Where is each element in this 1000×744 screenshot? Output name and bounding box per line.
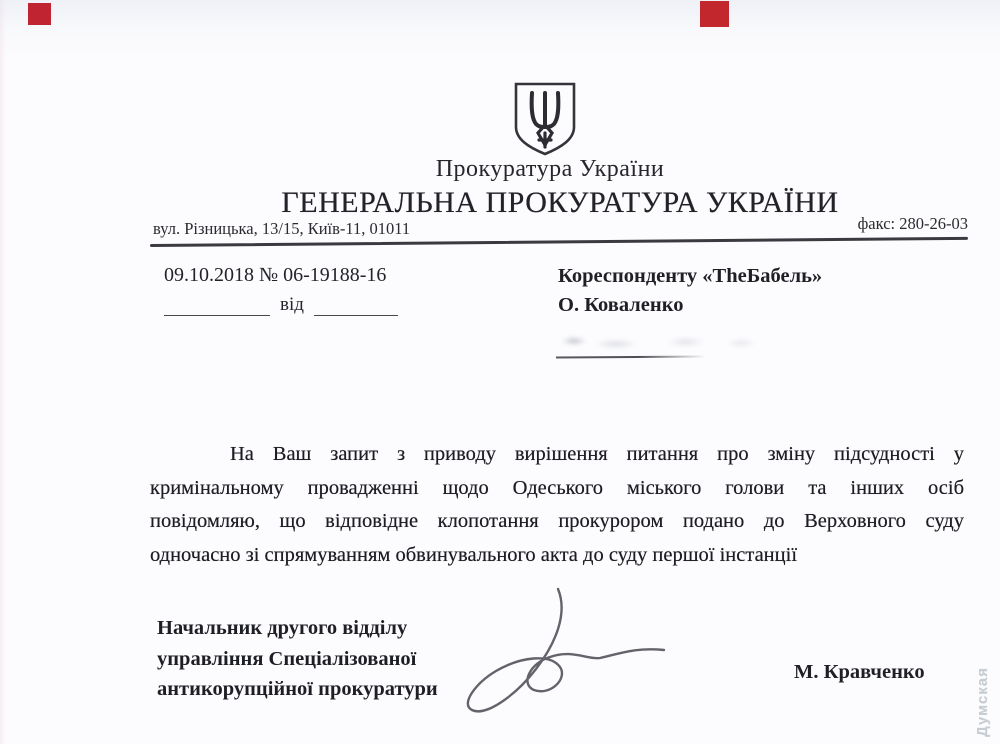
- site-watermark: Думская: [974, 667, 991, 737]
- org-name-small: Прокуратура України: [435, 156, 665, 182]
- reference-block: [164, 264, 398, 316]
- red-corner-mark-left: [28, 3, 51, 25]
- signer-title-line3: антикорупційної прокуратури: [157, 678, 438, 700]
- vid-label: від: [280, 294, 304, 315]
- body-line: повідомляю, що відповідне клопотання прокурором подано до Верховного суду: [150, 510, 964, 532]
- blank-line-number: [164, 297, 270, 316]
- recipient-block: [558, 262, 822, 320]
- letterhead-contact-row: [153, 214, 968, 239]
- signer-title-line2: управління Спеціалізованої: [157, 647, 417, 670]
- signer-name: М. Кравченко: [794, 661, 925, 683]
- tryzub-shield-emblem-icon: [512, 81, 578, 157]
- org-name-main-heading: ГЕНЕРАЛЬНА ПРОКУРАТУРА УКРАЇНИ: [281, 186, 839, 219]
- reference-date-number: 09.10.2018 № 06-19188-16: [164, 264, 387, 286]
- signer-title-line1: Начальник другого відділу: [157, 617, 408, 639]
- recipient-line1: Кореспонденту «ТheБабель»: [558, 265, 823, 287]
- org-address: вул. Різницька, 13/15, Київ-11, 01011: [153, 219, 411, 238]
- handwritten-signature: [438, 583, 683, 728]
- body-line: кримінальному провадженні щодо Одеського міського голови та інших осіб: [150, 476, 964, 499]
- body-line: На Ваш запит з приводу вирішення питання про зміну підсудності у: [230, 443, 964, 465]
- blank-line-date: [314, 297, 398, 316]
- signer-title-block: [157, 613, 438, 705]
- redacted-contact-smudge: [556, 333, 771, 353]
- reference-blank-line: [164, 294, 398, 316]
- redacted-underline: [556, 355, 706, 358]
- recipient-line2: О. Коваленко: [558, 294, 684, 316]
- body-line: одночасно зі спрямуванням обвинувального акта до суду першої інстанції: [150, 543, 798, 566]
- red-corner-mark-right: [700, 1, 729, 27]
- org-fax: факс: 280-26-03: [857, 214, 968, 233]
- letter-body: [150, 438, 964, 572]
